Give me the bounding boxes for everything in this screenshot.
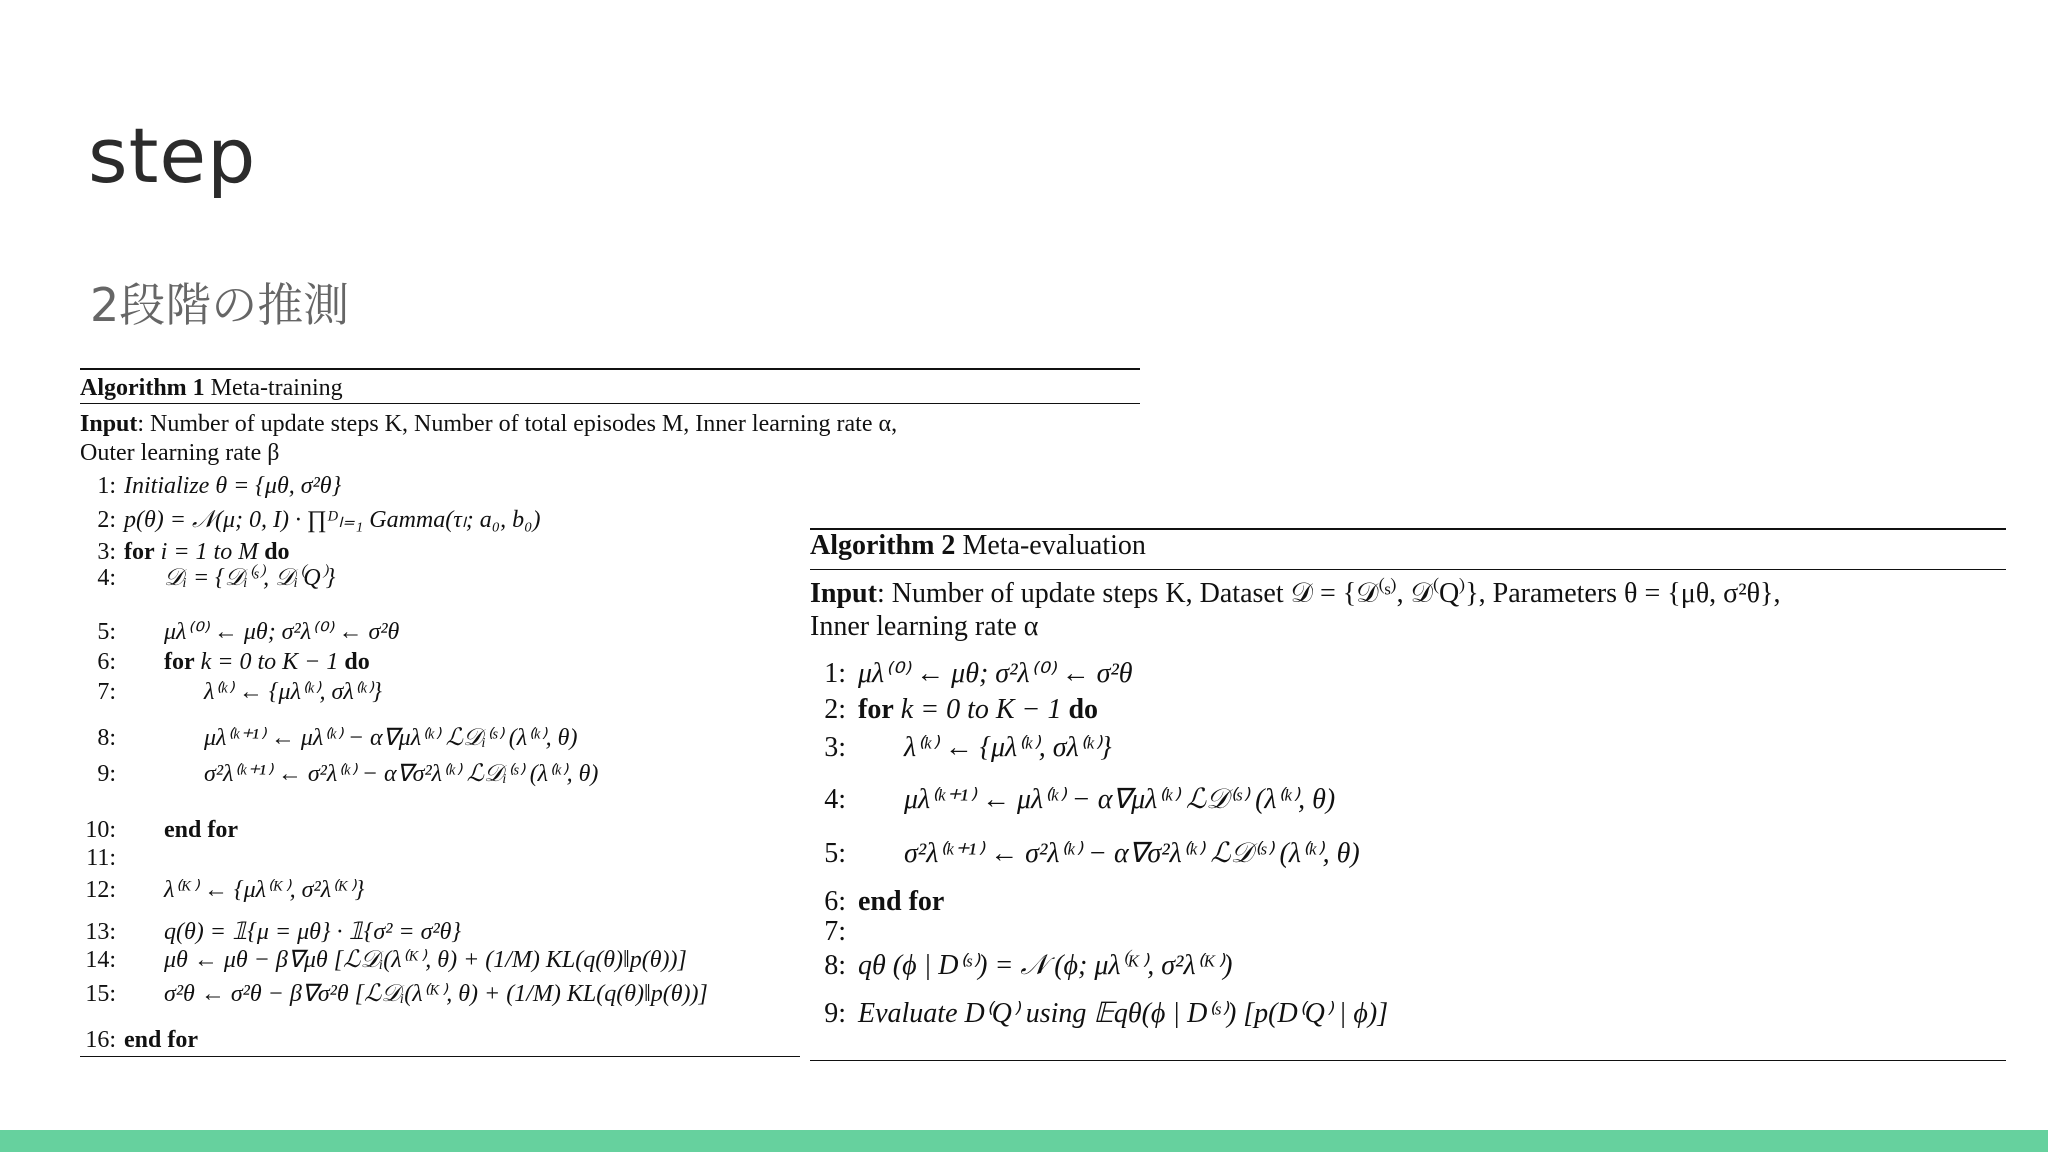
top-rule [80, 368, 1140, 370]
line-statement: σ²λ⁽ᵏ⁺¹⁾ ← σ²λ⁽ᵏ⁾ − α∇σ²λ⁽ᵏ⁾ ℒ𝒟⁽ˢ⁾ (λ⁽ᵏ⁾, θ) [904, 838, 1360, 869]
line-number: 1: [97, 473, 116, 499]
algorithm-name: Meta-training [210, 375, 343, 401]
line-number: 9: [824, 998, 846, 1029]
line-number: 2: [97, 507, 116, 533]
line-statement: q(θ) = 𝟙{μ = μθ} · 𝟙{σ² = σ²θ} [164, 919, 462, 945]
algorithm-name: Meta-evaluation [962, 530, 1146, 561]
line-statement: end for [164, 817, 238, 843]
input-line-1: : Number of update steps K, Number of total episodes M, Inner learning rate α, [137, 411, 898, 437]
header-rule [810, 569, 2006, 570]
line-number: 13: [85, 919, 116, 945]
slide-title: step [88, 111, 257, 200]
line-statement: μλ⁽⁰⁾ ← μθ; σ²λ⁽⁰⁾ ← σ²θ [164, 619, 400, 645]
algorithm-2-input-cont: Inner learning rate α [810, 611, 1039, 642]
algorithm-1-input [80, 412, 897, 436]
header-rule [80, 403, 1140, 404]
line-number: 9: [97, 761, 116, 787]
line-number: 4: [824, 784, 846, 815]
line-statement: μλ⁽ᵏ⁺¹⁾ ← μλ⁽ᵏ⁾ − α∇μλ⁽ᵏ⁾ ℒ𝒟ᵢ⁽ˢ⁾ (λ⁽ᵏ⁾, θ) [204, 725, 578, 751]
footer-bar [0, 1130, 2048, 1152]
line-number: 2: [824, 694, 846, 725]
input-line-1: : Number of update steps K, Dataset 𝒟 = {𝒟⁽ˢ⁾, 𝒟⁽Q⁾}, Parameters θ = {μθ, σ²θ}, [876, 578, 1781, 609]
line-number: 16: [85, 1027, 116, 1053]
line-statement: end for [858, 886, 945, 917]
line-statement: σ²λ⁽ᵏ⁺¹⁾ ← σ²λ⁽ᵏ⁾ − α∇σ²λ⁽ᵏ⁾ ℒ𝒟ᵢ⁽ˢ⁾ (λ⁽ᵏ⁾, θ) [204, 761, 599, 787]
line-number: 11: [86, 845, 116, 871]
line-statement: λ⁽ᴷ⁾ ← {μλ⁽ᴷ⁾, σ²λ⁽ᴷ⁾} [164, 877, 365, 903]
algorithm-1-header [80, 376, 343, 400]
bottom-rule [810, 1060, 2006, 1061]
line-statement: μθ ← μθ − β∇μθ [ℒ𝒟ᵢ(λ⁽ᴷ⁾, θ) + (1/M) KL(q(θ)‖p(θ))] [164, 947, 687, 973]
line-number: 6: [97, 649, 116, 675]
line-number: 12: [85, 877, 116, 903]
line-number: 8: [824, 950, 846, 981]
algorithm-2-header [810, 532, 1146, 560]
line-number: 7: [97, 679, 116, 705]
line-number: 6: [824, 886, 846, 917]
input-label: Input [80, 411, 138, 437]
line-statement: σ²θ ← σ²θ − β∇σ²θ [ℒ𝒟ᵢ(λ⁽ᴷ⁾, θ) + (1/M) KL(q(θ)‖p(θ))] [164, 981, 708, 1007]
line-statement: Initialize θ = {μθ, σ²θ} [124, 473, 342, 499]
line-statement: λ⁽ᵏ⁾ ← {μλ⁽ᵏ⁾, σλ⁽ᵏ⁾} [904, 732, 1112, 763]
algorithm-label: Algorithm 2 [810, 530, 956, 561]
line-statement: μλ⁽⁰⁾ ← μθ; σ²λ⁽⁰⁾ ← σ²θ [858, 658, 1133, 689]
line-number: 7: [824, 916, 846, 947]
line-statement: qθ (ϕ | D⁽ˢ⁾) = 𝒩 (ϕ; μλ⁽ᴷ⁾, σ²λ⁽ᴷ⁾) [858, 950, 1233, 981]
line-number: 5: [824, 838, 846, 869]
line-statement: p(θ) = 𝒩(μ; 0, I) · ∏ᴰₗ₌₁ Gamma(τₗ; a₀, b₀) [124, 507, 541, 533]
line-number: 1: [824, 658, 846, 689]
line-number: 4: [97, 565, 116, 591]
line-number: 10: [85, 817, 116, 843]
algorithm-label: Algorithm 1 [80, 375, 205, 401]
algorithm-2-block [810, 528, 2006, 1068]
line-number: 3: [97, 539, 116, 565]
input-label: Input [810, 578, 877, 609]
line-statement: 𝒟ᵢ = {𝒟ᵢ⁽ˢ⁾, 𝒟ᵢ⁽Q⁾} [164, 565, 336, 591]
line-statement: for k = 0 to K − 1 do [858, 694, 1099, 725]
algorithm-1-input-cont: Outer learning rate β [80, 440, 280, 466]
line-number: 3: [824, 732, 846, 763]
line-statement: for i = 1 to M do [124, 539, 290, 565]
line-number: 5: [97, 619, 116, 645]
algorithm-2-input [810, 580, 1780, 608]
line-statement: Evaluate D⁽Q⁾ using 𝔼qθ(ϕ | D⁽ˢ⁾) [p(D⁽Q⁾ | ϕ)] [858, 998, 1389, 1029]
line-statement: μλ⁽ᵏ⁺¹⁾ ← μλ⁽ᵏ⁾ − α∇μλ⁽ᵏ⁾ ℒ𝒟⁽ˢ⁾ (λ⁽ᵏ⁾, θ) [904, 784, 1336, 815]
line-number: 15: [85, 981, 116, 1007]
line-number: 14: [85, 947, 116, 973]
line-statement: for k = 0 to K − 1 do [164, 649, 370, 675]
line-statement: end for [124, 1027, 198, 1053]
line-statement: λ⁽ᵏ⁾ ← {μλ⁽ᵏ⁾, σλ⁽ᵏ⁾} [204, 679, 382, 705]
bottom-rule [80, 1056, 800, 1057]
slide-subtitle: 2段階の推測 [90, 278, 350, 332]
line-number: 8: [97, 725, 116, 751]
